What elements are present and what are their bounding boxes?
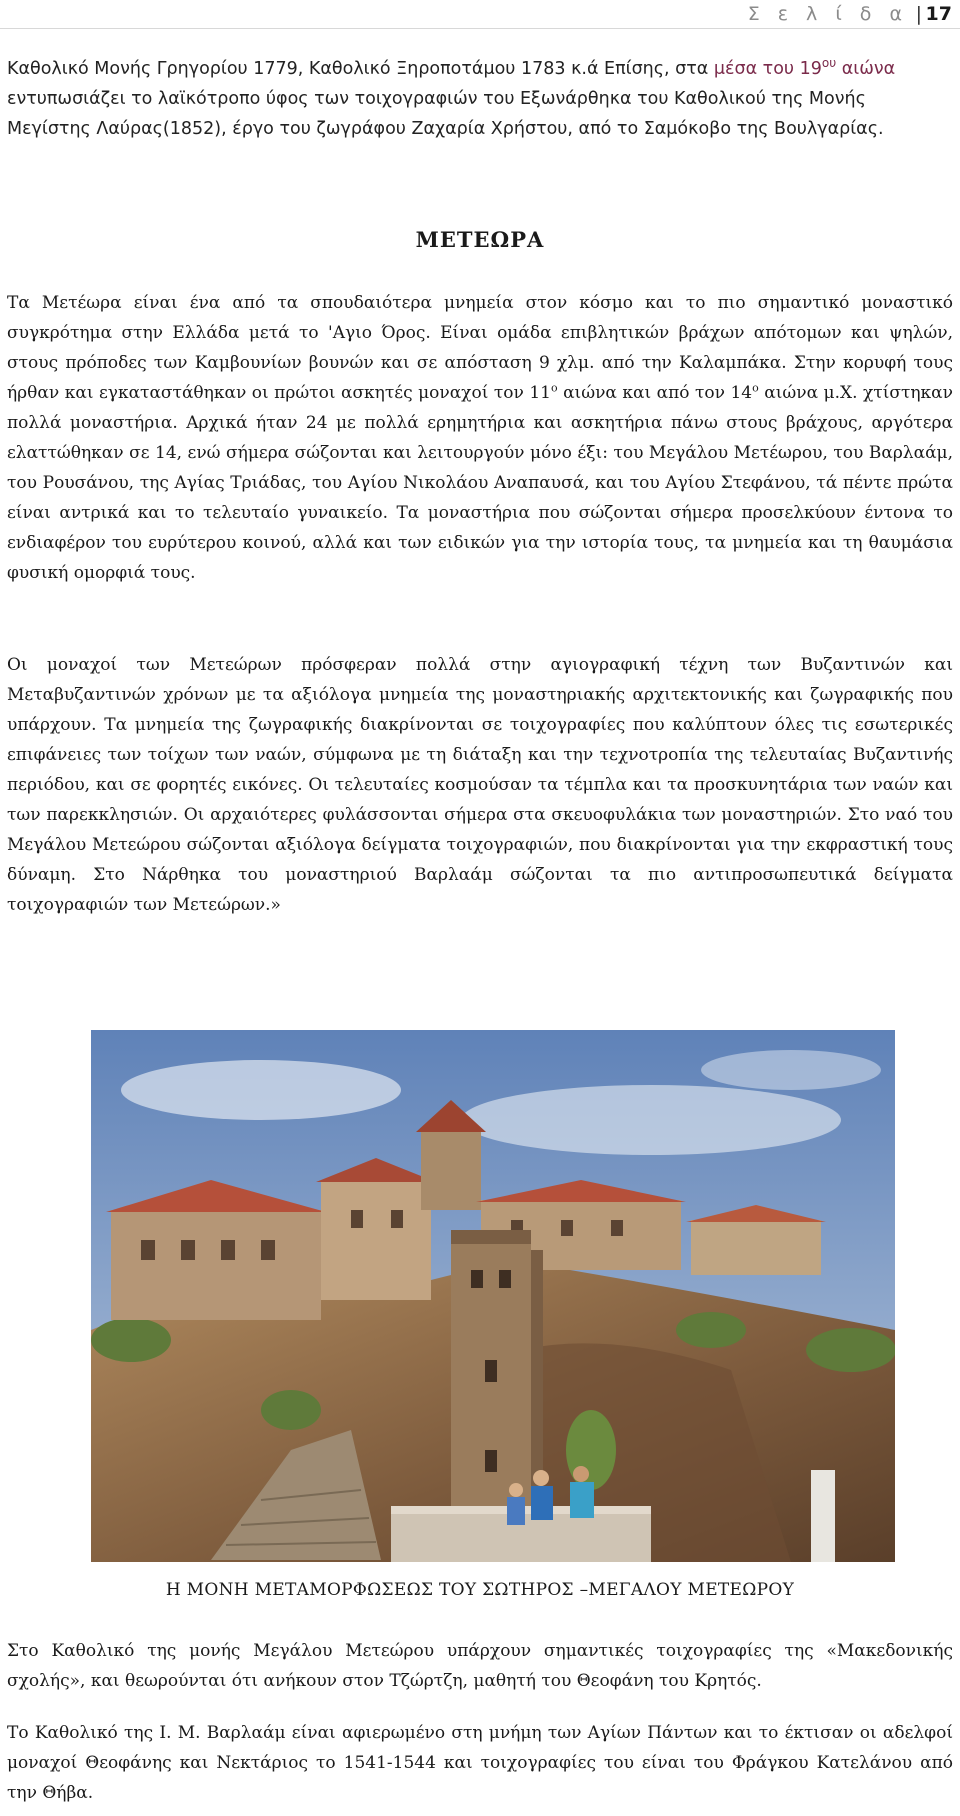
p1-sup-2: ο [752, 381, 759, 395]
intro-highlight: μέσα του 19 [713, 59, 822, 79]
white-pillar [811, 1470, 835, 1562]
header-page-label: Σ ε λ ί δ α [747, 3, 908, 25]
meteora-paragraph-2: Οι μοναχοί των Μετεώρων πρόσφεραν πολλά στην αγιογραφική τέχνη των Βυζαντινών και Μεταβυζαντινών χρόνων με τα αξιόλογα μνημεία της μοναστηριακής αρχιτεκτονικής και ζωγραφικής που υπάρχουν. Τα μνημεία της ζωγραφικής διακρίνονται σε τοιχογραφίες που καλύπτουν όλες τις εσωτερικές επιφάνειες των τοίχων των ναών, σύμφωνα με τη διάταξη και την τεχνοτροπία της τελευταίας Βυζαντινής περιόδου, και σε φορητές εικόνες. Οι τελευταίες κοσμούσαν τα τέμπλα και τα προσκυνητάρια των ναών και των παρεκκλησιών. Οι αρχαιότερες φυλάσσονται σήμερα στα σκευοφυλάκια των μοναστηριών. Στο ναό του Μεγάλου Μετεώρου σώζονται αξιόλογα δείγματα τοιχογραφιών, που διακρίνονται για την εκφραστική τους δύναμη. Στο Νάρθηκα του μοναστηριού Βαρλαάμ σώζονται τα πιο αντιπροσωπευτικά δείγματα τοιχογραφιών των Μετεώρων.» [7, 655, 953, 915]
intro-highlight-tail: αιώνα [836, 59, 896, 79]
meteora-paragraph-3: Στο Καθολικό της μονής Μεγάλου Μετεώρου υπάρχουν σημαντικές τοιχογραφίες της «Μακεδονικής σχολής», και θεωρούνται ότι ανήκουν στον Τζώρτζη, μαθητή του Θεοφάνη του Κρητός. [7, 1641, 953, 1691]
monastery-photo [91, 1030, 895, 1562]
page-header [0, 0, 960, 29]
meteora-paragraph-1 [7, 288, 953, 588]
monastery-illustration [91, 1030, 895, 1562]
p1-text-2: αιώνα και από τον 14 [557, 383, 753, 403]
stone-tower [451, 1230, 543, 1520]
cloud [701, 1050, 881, 1090]
cloud [121, 1060, 401, 1120]
intro-text-1: Καθολικό Μονής Γρηγορίου 1779, Καθολικό Ξηροποτάμου 1783 κ.ά Επίσης, στα [7, 59, 714, 79]
p1-text-1: Τα Μετέωρα είναι ένα από τα σπουδαιότερα μνημεία στον κόσμο και το πιο σημαντικό μοναστικό συγκρότημα στην Ελλάδα μετά το 'Αγιο Όρος. Είναι ομάδα επιβλητικών βράχων απότομων και ψηλών, στους πρόποδες των Καμβουνίων βουνών και σε απόσταση 9 χλμ. από την Καλαμπάκα. Στην κορυφή τους ήρθαν και εγκαταστάθηκαν οι πρώτοι ασκητές μοναχοί τον 11 [7, 293, 953, 403]
photo-caption: Η ΜΟΝΗ ΜΕΤΑΜΟΡΦΩΣΕΩΣ ΤΟΥ ΣΩΤΗΡΟΣ –ΜΕΓΑΛΟΥ ΜΕΤΕΩΡΟΥ [165, 1580, 795, 1600]
p1-text-3: αιώνα μ.Χ. χτίστηκαν πολλά μοναστήρια. Αρχικά ήταν 24 με πολλά ερημητήρια και ασκητήρια πάνω στους βράχους, αργότερα ελαττώθηκαν σε 14, ενώ σήμερα σώζονται και λειτουργούν μόνο έξι: του Μεγάλου Μετέωρου, του Βαρλαάμ, του Ρουσάνου, της Αγίας Τριάδας, του Αγίου Νικολάου Αναπαυσά, και του Αγίου Στεφάνου, τά πέντε πρώτα είναι αντρικά και το τελευταίο γυναικείο. Τα μοναστήρια που σώζονται σήμερα προσελκύουν έντονα το ενδιαφέρον του ευρύτερου κοινού, αλλά και των ειδικών για την ιστορία τους, τα μνημεία και τη θαυμάσια φυσική ομορφιά τους. [7, 383, 953, 583]
header-separator: | [915, 3, 922, 25]
page-number: 17 [925, 3, 952, 25]
intro-text-2: εντυπωσιάζει το λαϊκότροπο ύφος των τοιχογραφιών του Εξωνάρθηκα του Καθολικού της Μονής Μεγίστης Λαύρας(1852), έργο του ζωγράφου Ζαχαρία Χρήστου, από το Σαμόκοβο της Βουλγαρίας. [7, 89, 884, 139]
meteora-paragraph-4: Το Καθολικό της Ι. Μ. Βαρλαάμ είναι αφιερωμένο στη μνήμη των Αγίων Πάντων και το έκτισαν οι αδελφοί μοναχοί Θεοφάνης και Νεκτάριος το 1541-1544 και τοιχογραφίες του είναι του Φράγκου Κατελάνου από την Θήβα. [7, 1723, 953, 1803]
p1-sup-1: ο [550, 381, 558, 395]
intro-paragraph [7, 54, 955, 144]
section-title: ΜΕΤΕΩΡΑ [415, 227, 545, 252]
cloud [461, 1085, 841, 1155]
intro-highlight-sup: ου [821, 56, 837, 71]
